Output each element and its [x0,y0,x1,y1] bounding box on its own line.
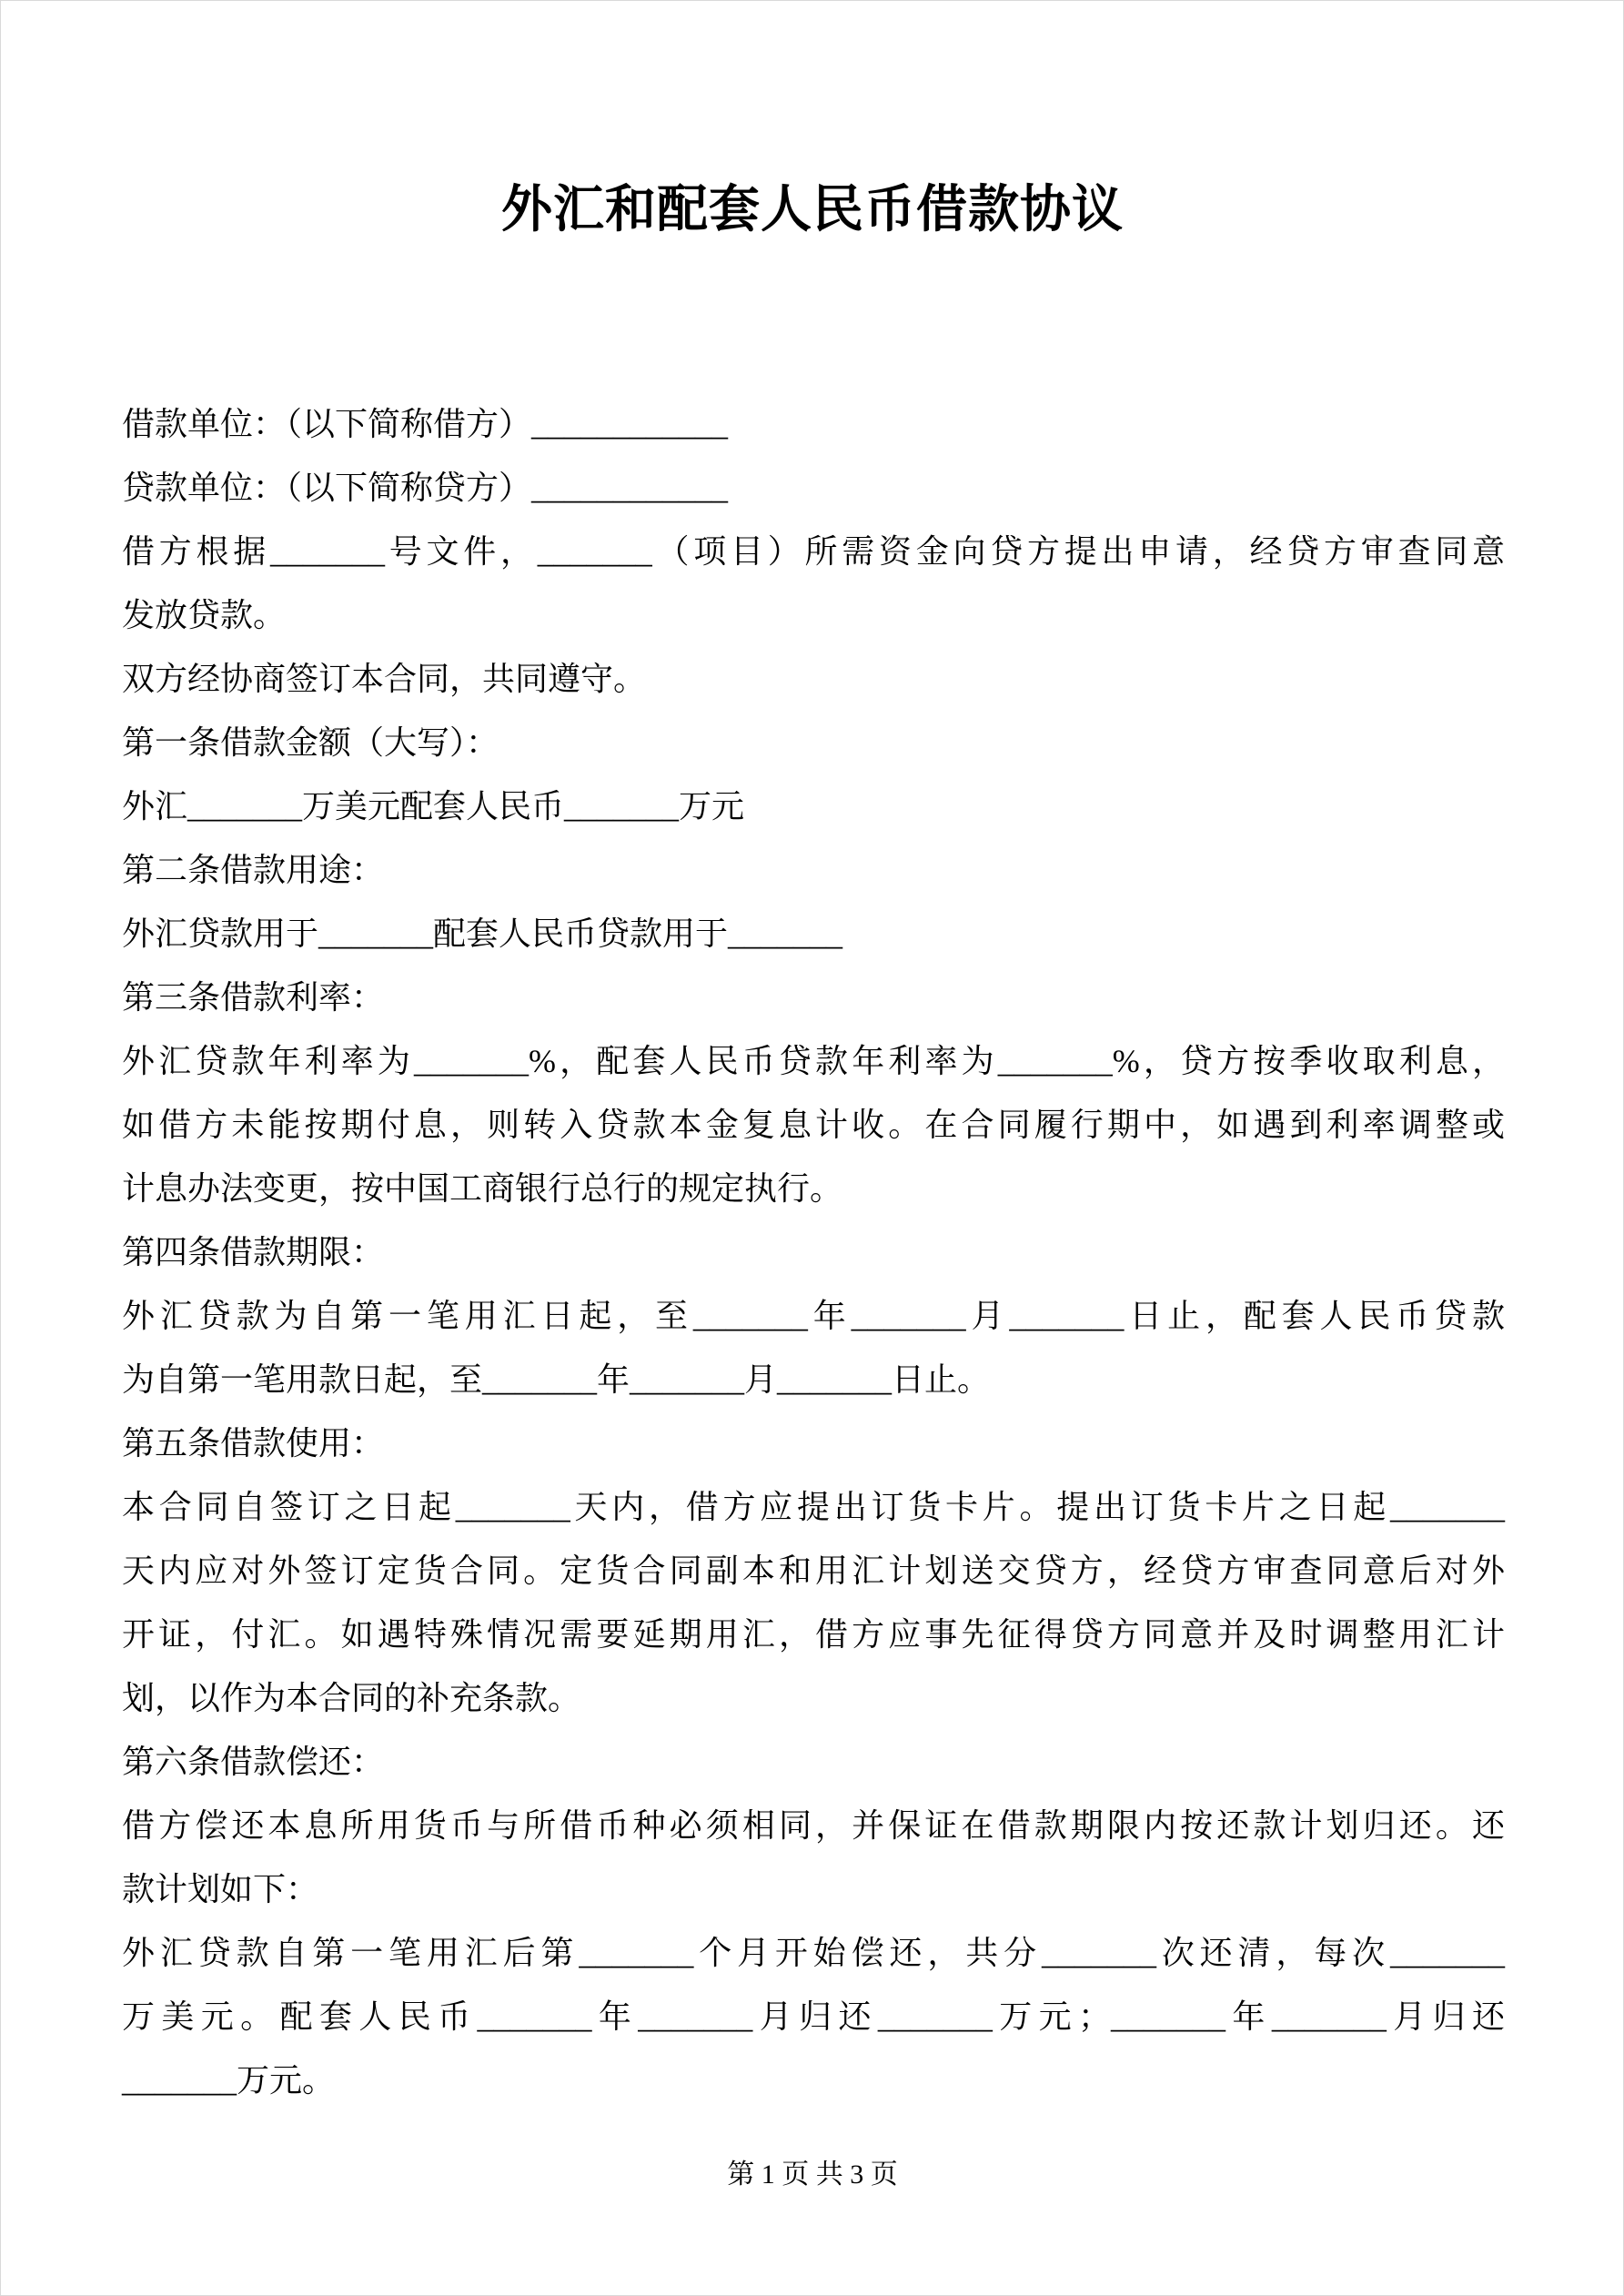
text-line: 外汇贷款为自第一笔用汇日起，至_______年_______月_______日止，配套人民币贷款 [122,1298,1505,1334]
document-body [122,392,1505,2112]
text-line: 借款单位：（以下简称借方）____________ [122,406,729,442]
text-line: _______万元。 [122,2062,336,2099]
text-line: 外汇_______万美元配套人民币_______万元 [122,788,745,824]
text-line: 第五条借款使用： [122,1425,385,1462]
text-line: 计息办法变更，按中国工商银行总行的规定执行。 [122,1170,843,1207]
text-line: 第三条借款利率： [122,979,385,1016]
text-line: 第一条借款金额（大写）： [122,724,499,761]
text-line: 借方偿还本息所用货币与所借币种必须相同，并保证在借款期限内按还款计划归还。还 [122,1807,1505,1844]
text-line: 第二条借款用途： [122,852,385,888]
text-line: 开证，付汇。如遇特殊情况需要延期用汇，借方应事先征得贷方同意并及时调整用汇计 [122,1616,1505,1653]
text-line: 天内应对外签订定货合同。定货合同副本和用汇计划送交贷方，经贷方审查同意后对外 [122,1553,1505,1589]
text-line: 第六条借款偿还： [122,1744,385,1780]
text-line: 为自第一笔用款日起，至_______年_______月_______日止。 [122,1361,991,1398]
text-line: 借方根据_______号文件，_______（项目）所需资金向贷方提出申请，经贷方审查同意 [122,533,1505,570]
text-line: 贷款单位：（以下简称贷方）____________ [122,470,729,506]
text-line: 本合同自签订之日起_______天内，借方应提出订货卡片。提出订货卡片之日起_______ [122,1489,1505,1525]
text-line: 外汇贷款自第一笔用汇后第_______个月开始偿还，共分_______次还清，每次_______ [122,1935,1505,1971]
text-line: 外汇贷款年利率为_______%，配套人民币贷款年利率为_______%，贷方按季收取利息， [122,1043,1505,1079]
document-title: 外汇和配套人民币借款协议 [501,182,1124,238]
text-line: 外汇贷款用于_______配套人民币贷款用于_______ [122,915,843,952]
page-footer: 第 1 页 共 3 页 [727,2159,898,2190]
text-line: 双方经协商签订本合同，共同遵守。 [122,661,647,697]
text-line: 发放贷款。 [122,597,287,633]
text-line: 万美元。配套人民币_______年_______月归还_______万元；_______年_______月归还 [122,1998,1505,2035]
text-line: 划，以作为本合同的补充条款。 [122,1680,581,1716]
text-line: 如借方未能按期付息，则转入贷款本金复息计收。在合同履行期中，如遇到利率调整或 [122,1107,1505,1143]
title-body-spacer [122,251,1503,392]
text-line: 第四条借款期限： [122,1234,385,1270]
text-line: 款计划如下： [122,1871,319,1907]
